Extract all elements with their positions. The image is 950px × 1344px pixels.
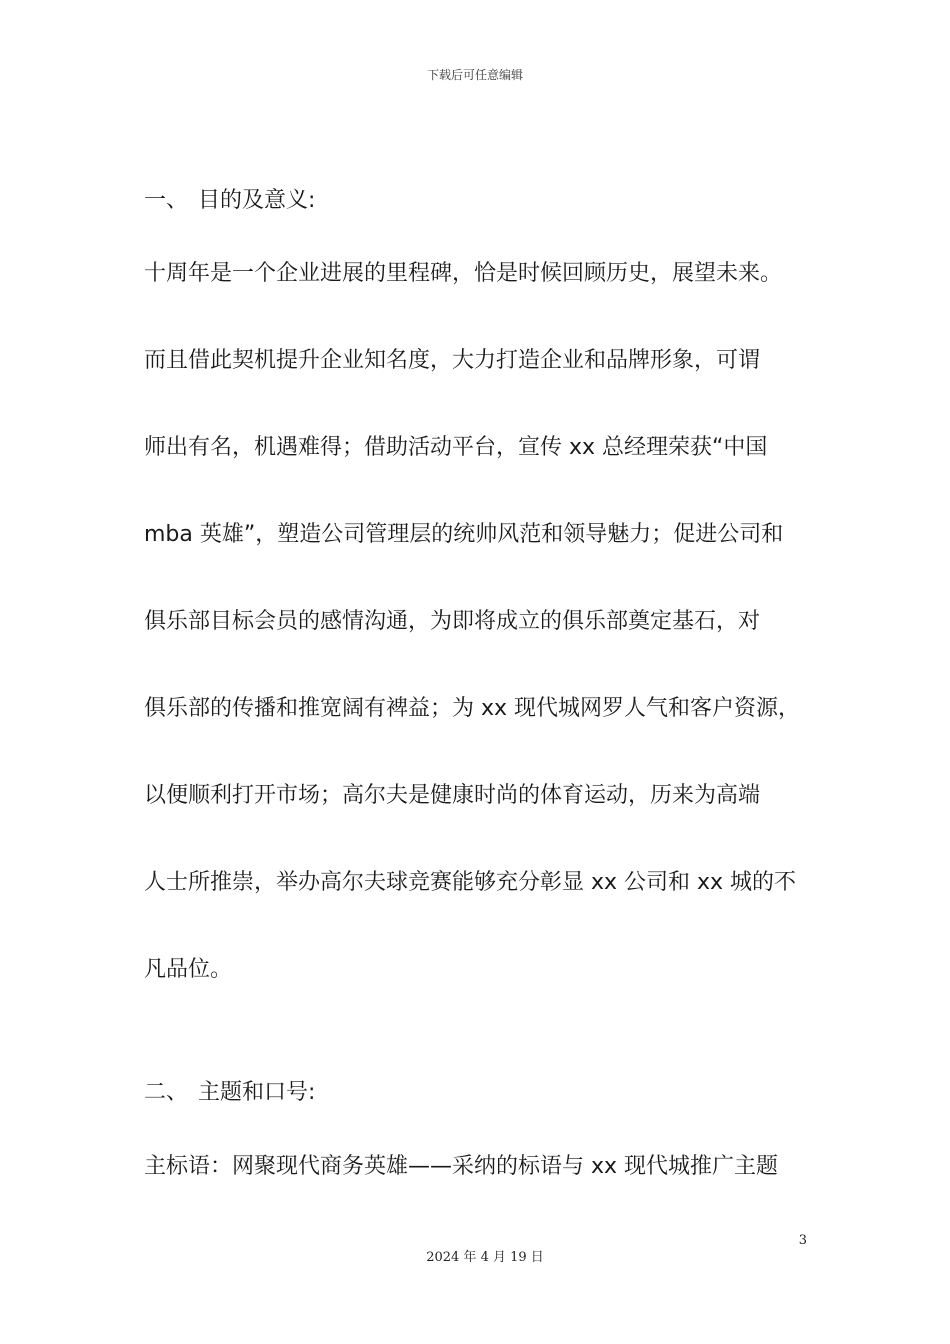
paragraph-line: 十周年是一个企业进展的里程碑，恰是时候回顾历史，展望未来。	[144, 261, 783, 286]
page-number: 3	[798, 1233, 807, 1248]
paragraph-line: 俱乐部目标会员的感情沟通，为即将成立的俱乐部奠定基石，对	[144, 609, 761, 634]
paragraph-line: 人士所推崇，举办高尔夫球竞赛能够充分彰显 xx 公司和 xx 城的不	[144, 870, 797, 895]
paragraph-line: 师出有名，机遇难得；借助活动平台，宣传 xx 总经理荣获“中国	[144, 435, 768, 460]
section-number: 二、	[144, 1080, 189, 1105]
section-number: 一、	[144, 188, 189, 213]
section-heading-2	[144, 1078, 315, 1108]
page-footer-date: 2024 年 4 月 19 日	[426, 1250, 544, 1265]
section-title: 目的及意义:	[198, 188, 316, 213]
section-title: 主题和口号:	[198, 1080, 316, 1105]
page-header: 下载后可任意编辑	[426, 68, 523, 82]
paragraph-line: 主标语：网聚现代商务英雄——采纳的标语与 xx 现代城推广主题	[144, 1154, 779, 1179]
paragraph-line: 俱乐部的传播和推宽阔有裨益；为 xx 现代城网罗人气和客户资源，	[144, 696, 801, 721]
paragraph-line: 凡品位。	[144, 957, 233, 982]
paragraph-line: 而且借此契机提升企业知名度，大力打造企业和品牌形象，可谓	[144, 348, 761, 373]
section-heading-1	[144, 186, 315, 216]
paragraph-line: 以便顺利打开市场；高尔夫是健康时尚的体育运动，历来为高端	[144, 783, 761, 808]
paragraph-line: mba 英雄”，塑造公司管理层的统帅风范和领导魅力；促进公司和	[144, 522, 784, 547]
